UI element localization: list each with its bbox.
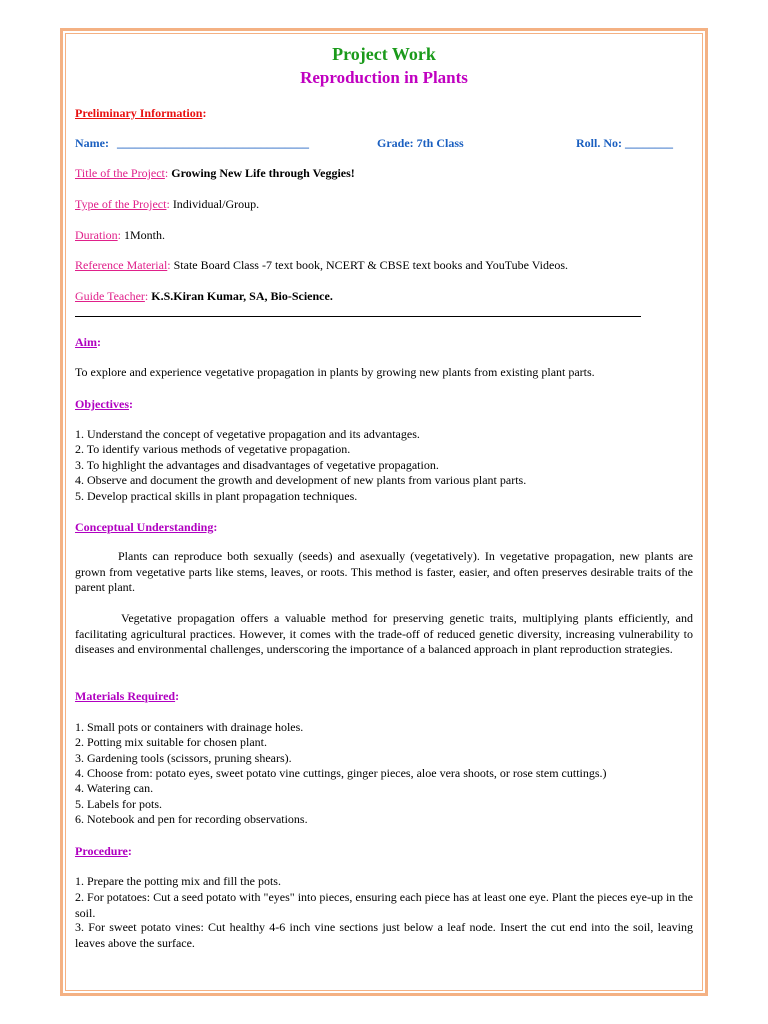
document-title: Project Work <box>332 44 436 64</box>
preliminary-heading: Preliminary Information: <box>75 106 207 120</box>
material-item: 4. Watering can. <box>75 781 154 795</box>
material-item: 2. Potting mix suitable for chosen plant. <box>75 735 267 749</box>
guide-teacher-value: K.S.Kiran Kumar, SA, Bio-Science. <box>151 289 333 303</box>
project-type-label: Type of the Project <box>75 197 167 211</box>
aim-heading-text: Aim <box>75 335 97 349</box>
objectives-heading-text: Objectives <box>75 397 129 411</box>
material-item: 6. Notebook and pen for recording observations. <box>75 812 308 826</box>
materials-heading-text: Materials Required <box>75 689 176 703</box>
project-title-row: Title of the Project: Growing New Life through Veggies! <box>75 166 355 180</box>
materials-heading: Materials Required: <box>75 689 180 703</box>
objectives-heading: Objectives: <box>75 397 133 411</box>
objective-item: 4. Observe and document the growth and development of new plants from various plant parts. <box>75 473 527 487</box>
procedure-step-2: 2. For potatoes: Cut a seed potato with "eyes" into pieces, ensuring each piece has at least one eye. Plant the pieces eye-up in the soil. <box>75 890 693 920</box>
reference-value: State Board Class -7 text book, NCERT & CBSE text books and YouTube Videos. <box>173 258 568 272</box>
reference-row: Reference Material: State Board Class -7 text book, NCERT & CBSE text books and YouTube Videos. <box>75 258 568 272</box>
material-item: 5. Labels for pots. <box>75 797 162 811</box>
project-title-label: Title of the Project <box>75 166 165 180</box>
objective-item: 2. To identify various methods of vegetative propagation. <box>75 442 351 456</box>
reference-label: Reference Material <box>75 258 168 272</box>
document-subtitle: Reproduction in Plants <box>300 68 468 87</box>
name-blank: ________________________________ <box>117 136 309 150</box>
duration-row: Duration: 1Month. <box>75 228 166 242</box>
aim-text: To explore and experience vegetative propagation in plants by growing new plants from existing plant parts. <box>75 365 595 379</box>
guide-teacher-label: Guide Teacher <box>75 289 145 303</box>
aim-heading: Aim: <box>75 335 101 349</box>
roll-no-text: Roll. No: ________ <box>576 136 673 150</box>
conceptual-heading: Conceptual Understanding: <box>75 520 218 534</box>
objective-item: 3. To highlight the advantages and disadvantages of vegetative propagation. <box>75 458 439 472</box>
conceptual-paragraph-2: Vegetative propagation offers a valuable method for preserving genetic traits, multiplying plants efficiently, and facilitating agricultural practices. However, it comes with the trade-off of reduced genetic diversity, increasing vulnerability to diseases and environmental challenges, underscoring the importance of a balanced approach in plant reproduction strategies. <box>75 611 693 656</box>
procedure-heading-text: Procedure <box>75 844 128 858</box>
guide-teacher-row: Guide Teacher: K.S.Kiran Kumar, SA, Bio-Science. <box>75 289 333 303</box>
project-title-value: Growing New Life through Veggies! <box>171 166 355 180</box>
duration-label: Duration <box>75 228 118 242</box>
material-item: 1. Small pots or containers with drainage holes. <box>75 720 304 734</box>
name-label: Name: <box>75 136 109 150</box>
grade-text: Grade: 7th Class <box>377 136 464 150</box>
procedure-step-1: 1. Prepare the potting mix and fill the pots. <box>75 874 281 888</box>
objective-item: 5. Develop practical skills in plant propagation techniques. <box>75 489 358 503</box>
horizontal-rule <box>75 316 641 317</box>
material-item: 3. Gardening tools (scissors, pruning shears). <box>75 751 292 765</box>
conceptual-heading-text: Conceptual Understanding <box>75 520 214 534</box>
preliminary-heading-text: Preliminary Information <box>75 106 203 120</box>
conceptual-paragraph-1: Plants can reproduce both sexually (seeds) and asexually (vegetatively). In vegetative propagation, new plants are grown from vegetative parts like stems, leaves, or roots. This method is faster, easier, and often preserves desirable traits of the parent plant. <box>75 549 693 594</box>
material-item: 4. Choose from: potato eyes, sweet potato vine cuttings, ginger pieces, aloe vera shoots, or rose stem cuttings.) <box>75 766 607 780</box>
objective-item: 1. Understand the concept of vegetative propagation and its advantages. <box>75 427 420 441</box>
procedure-step-3: 3. For sweet potato vines: Cut healthy 4-6 inch vine sections just below a leaf node. Insert the cut end into the soil, leaving leaves above the surface. <box>75 920 693 950</box>
procedure-heading: Procedure: <box>75 844 132 858</box>
project-type-row: Type of the Project: Individual/Group. <box>75 197 260 211</box>
project-type-value: Individual/Group. <box>172 197 260 211</box>
duration-value: 1Month. <box>124 228 166 242</box>
